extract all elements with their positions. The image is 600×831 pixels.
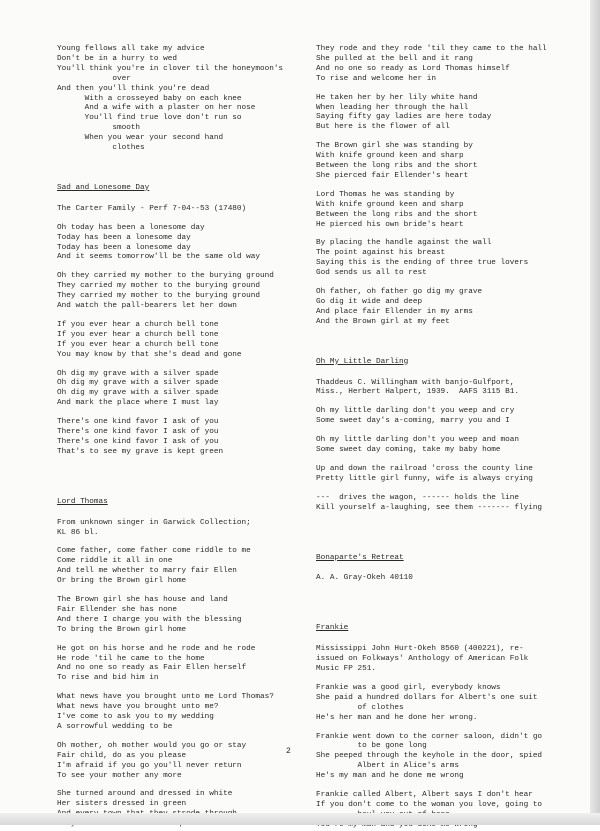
- lyric-line: issued on Folkways' Anthology of American Folk: [316, 655, 529, 664]
- lyric-line: Kill yourself a-laughing, see them ------- flying: [316, 503, 543, 512]
- lyric-line: Mississippi John Hurt-Okeh 8560 (400221), re-: [316, 645, 524, 654]
- lyric-line: He pierced his own bride's heart: [316, 220, 464, 229]
- lyric-line: to be gone long: [316, 742, 427, 751]
- lyric-line: And it seems tomorrow'll be the same old way: [57, 253, 260, 262]
- lyric-line: The point against his breast: [316, 249, 446, 258]
- lyric-line: To rise and bid him in: [57, 674, 159, 683]
- lyric-line: Young fellows all take my advice: [57, 45, 205, 53]
- lyric-line: They carried my mother to the burying ground: [57, 282, 260, 291]
- lyric-line: And the Brown girl at my feet: [316, 317, 450, 326]
- lyric-line: Don't be in a hurry to wed: [57, 54, 177, 63]
- lyric-line: To bring the Brown girl home: [57, 625, 187, 634]
- lyric-line: And place fair Ellender in my arms: [316, 307, 473, 316]
- lyric-line: Oh father, oh father go dig my grave: [316, 288, 483, 296]
- lyric-line: He rode 'til he came to the home: [57, 654, 205, 663]
- song-title: Frankie: [316, 624, 349, 633]
- lyric-line: He taken her by her lily white hand: [316, 93, 478, 102]
- lyric-line: I'm afraid if you go you'll never return: [57, 761, 242, 770]
- lyric-line: The Carter Family - Perf 7-04--53 (17480): [57, 204, 247, 213]
- lyric-line: From unknown singer in Garwick Collection;: [57, 518, 251, 527]
- lyric-line: If you ever hear a church bell tone: [57, 330, 219, 339]
- song-title: Sad and Lonesome Day: [57, 183, 150, 192]
- lyric-line: Lord Thomas he was standing by: [316, 190, 455, 199]
- song-title-row: [316, 554, 404, 564]
- lyric-line: He's my man and he done me wrong: [316, 772, 464, 781]
- lyric-line: She pierced fair Ellender's heart: [316, 171, 469, 180]
- lyric-line: over: [57, 74, 131, 83]
- lyric-line: I've come to ask you to my wedding: [57, 713, 214, 721]
- lyric-line: She peeped through the keyhole in the door, spied: [316, 752, 543, 761]
- lyric-line: Some sweet day's a-coming, marry you and I: [316, 417, 510, 426]
- lyric-line: And then you'll think you're dead: [57, 84, 210, 93]
- lyric-line: Oh my little darling don't you weep and cry: [316, 407, 515, 416]
- lyric-line: And a wife with a plaster on her nose: [57, 104, 256, 113]
- lyric-line: --- drives the wagon, ------ holds the line: [316, 493, 519, 502]
- lyric-line: If you ever hear a church bell tone: [57, 320, 219, 329]
- lyric-line: Go dig it wide and deep: [316, 297, 423, 306]
- lyric-line: But here is the flower of all: [316, 123, 450, 132]
- lyric-line: God sends us all to rest: [316, 269, 427, 278]
- lyric-line: KL 86 bl.: [57, 528, 99, 537]
- lyric-line: If you ever hear a church bell tone: [57, 340, 219, 349]
- song-title: Oh My Little Darling: [316, 357, 409, 366]
- lyric-line: You'll find true love don't run so: [57, 114, 242, 123]
- lyric-line: And no one so ready as Fair Ellen herself: [57, 664, 247, 673]
- lyric-line: Between the long ribs and the short: [316, 210, 478, 219]
- song-title: Bonaparte's Retreat: [316, 553, 404, 562]
- lyric-line: To see your mother any more: [57, 771, 182, 780]
- lyric-line: With a crosseyed baby on each knee: [57, 94, 242, 103]
- lyric-line: To rise and welcome her in: [316, 74, 436, 83]
- lyric-line: You may know by that she's dead and gone: [57, 350, 242, 359]
- lyric-line: Music FP 251.: [316, 665, 376, 673]
- song-title-row: [316, 624, 348, 634]
- lyric-line: The Brown girl she was standing by: [316, 142, 473, 151]
- lyric-line: With knife ground keen and sharp: [316, 200, 464, 209]
- lyric-line: You'll think you're in clover til the honeymoon's: [57, 64, 284, 73]
- lyric-line: Fair Ellender she has none: [57, 605, 177, 614]
- page-edge-shadow: [590, 0, 600, 825]
- page-number: 2: [286, 747, 291, 756]
- lyric-line: He's her man and he done her wrong.: [316, 713, 478, 722]
- lyric-line: Oh dig my grave with a silver spade: [57, 389, 219, 398]
- lyric-line: of clothes: [316, 703, 404, 712]
- lyric-line: Frankie went down to the corner saloon, didn't go: [316, 732, 543, 741]
- lyric-line: And tell me whether to marry fair Ellen: [57, 567, 237, 576]
- lyric-line: A. A. Gray-Okeh 40110: [316, 574, 413, 583]
- lyric-line: When leading her through the hall: [316, 103, 469, 112]
- lyric-line: Miss., Herbert Halpert, 1939. AAFS 3115 B1.: [316, 388, 519, 397]
- lyric-line: Oh dig my grave with a silver spade: [57, 379, 219, 388]
- lyric-line: She paid a hundred dollars for Albert's one suit: [316, 693, 538, 702]
- lyric-line: What news have you brought unto me?: [57, 703, 219, 712]
- lyric-line: smooth: [57, 124, 141, 133]
- lyric-line: Come father, come father come riddle to me: [57, 547, 251, 556]
- lyric-line: Between the long ribs and the short: [316, 162, 478, 170]
- lyric-line: Today has been a lonesome day: [57, 233, 191, 242]
- lyric-line: And mark the place where I must lay: [57, 399, 219, 408]
- lyric-line: Up and down the railroad 'cross the county line: [316, 464, 533, 473]
- lyric-line: There's one kind favor I ask of you: [57, 418, 219, 427]
- lyric-line: Saying fifty gay ladies are here today: [316, 113, 492, 122]
- lyric-line: Oh today has been a lonesome day: [57, 223, 205, 232]
- lyric-line: What news have you brought unto me Lord Thomas?: [57, 693, 274, 702]
- song-title-row: [57, 184, 149, 194]
- lyric-line: Fair child, do as you please: [57, 751, 187, 760]
- lyric-line: Come riddle it all in one: [57, 557, 173, 566]
- lyric-line: And watch the pall-bearers let her down: [57, 302, 237, 310]
- lyric-line: There's one kind favor I ask of you: [57, 428, 219, 436]
- lyric-line: Oh my little darling don't you weep and moan: [316, 436, 519, 445]
- lyric-line: That's to see my grave is kept green: [57, 447, 224, 456]
- lyric-line: Pretty little girl funny, wife is always crying: [316, 474, 533, 483]
- lyric-line: He got on his horse and he rode and he rode: [57, 644, 256, 653]
- lyric-line: And there I charge you with the blessing: [57, 615, 242, 624]
- lyric-line: clothes: [57, 144, 145, 152]
- song-title: Lord Thomas: [57, 497, 108, 506]
- lyric-line: The Brown girl she has house and land: [57, 596, 228, 604]
- lyric-line: Frankie called Albert, Albert says I don't hear: [316, 791, 533, 799]
- lyric-line: Oh dig my grave with a silver spade: [57, 369, 219, 378]
- lyric-line: She pulled at the bell and it rang: [316, 54, 473, 63]
- lyric-line: Frankie was a good girl, everybody knows: [316, 683, 501, 692]
- lyric-line: Oh mother, oh mother would you go or stay: [57, 741, 247, 750]
- song-title-row: [57, 498, 108, 508]
- lyric-line: She turned around and dressed in white: [57, 790, 233, 799]
- lyric-line: Or bring the Brown girl home: [57, 577, 187, 586]
- lyric-line: They rode and they rode 'til they came to the hall: [316, 45, 547, 53]
- lyric-line: When you wear your second hand: [57, 134, 224, 143]
- lyric-line: If you don't come to the woman you love, going to: [316, 800, 543, 809]
- lyric-line: Saying this is the ending of three true lovers: [316, 259, 529, 268]
- lyric-line: Some sweet day coming, take my baby home: [316, 446, 501, 454]
- lyric-line: Today has been a lonesome day: [57, 243, 191, 252]
- lyric-line: Albert in Alice's arms: [316, 762, 460, 771]
- lyric-line: They carried my mother to the burying ground: [57, 292, 260, 301]
- lyric-line: And no one so ready as Lord Thomas himself: [316, 64, 510, 73]
- lyric-line: Her sisters dressed in green: [57, 800, 187, 809]
- lyric-line: There's one kind favor I ask of you: [57, 437, 219, 446]
- song-title-row: [316, 358, 408, 368]
- lyric-line: Thaddeus C. Willingham with banjo-Gulfport,: [316, 378, 515, 387]
- lyric-line: Oh they carried my mother to the burying ground: [57, 272, 274, 281]
- lyric-line: A sorrowful wedding to be: [57, 722, 173, 731]
- page-edge-bottom: [0, 813, 600, 825]
- lyric-line: With knife ground keen and sharp: [316, 152, 464, 161]
- lyric-line: By placing the handle against the wall: [316, 239, 492, 248]
